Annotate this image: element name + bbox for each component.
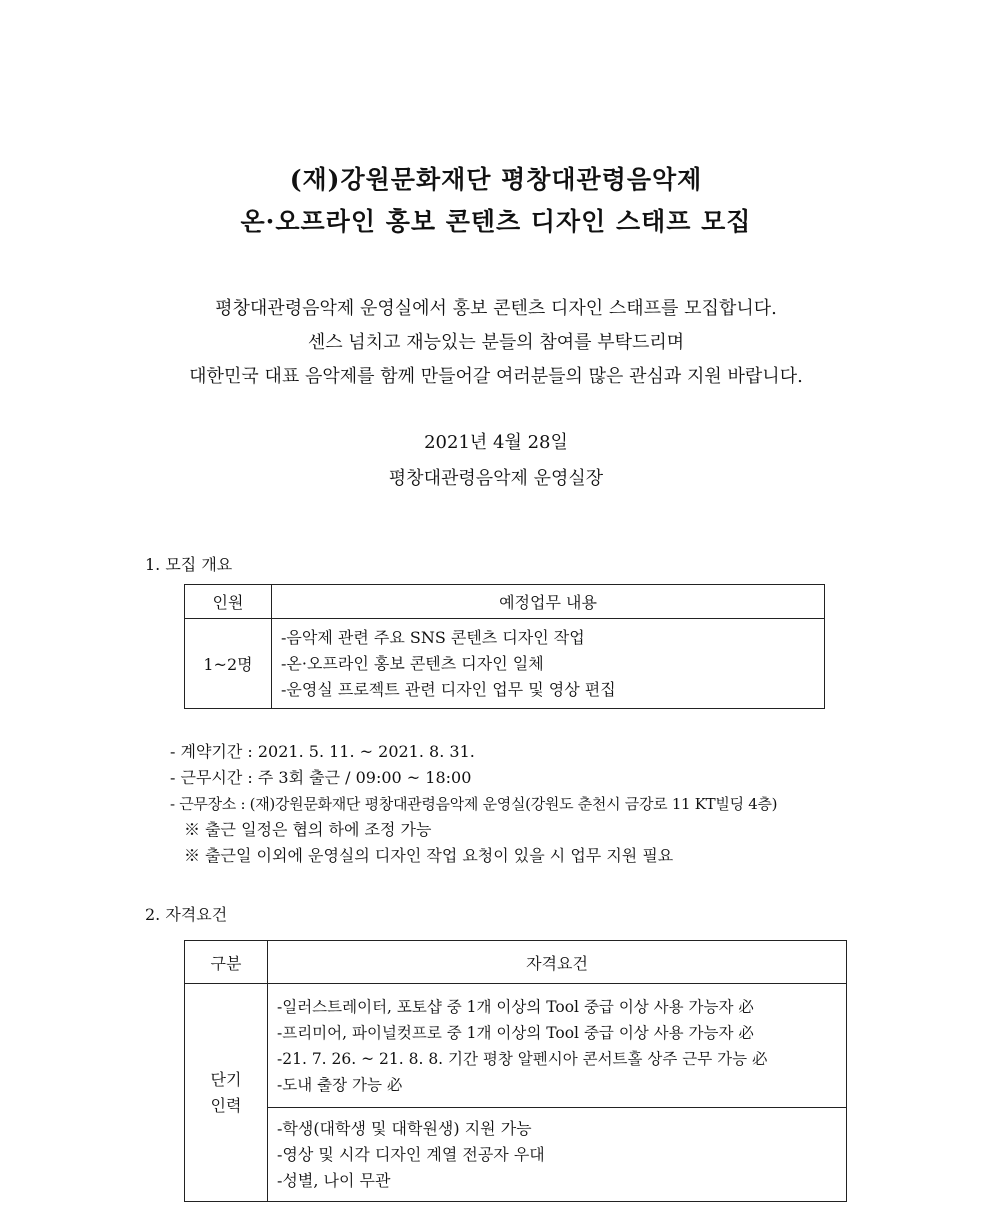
note-support: ※ 출근일 이외에 운영실의 디자인 작업 요청이 있을 시 업무 지원 필요 xyxy=(184,846,674,865)
duty-item: -음악제 관련 주요 SNS 콘텐츠 디자인 작업 xyxy=(281,627,585,647)
issuer: 평창대관령음악제 운영실장 xyxy=(388,468,604,489)
intro-line-1: 평창대관령음악제 운영실에서 홍보 콘텐츠 디자인 스태프를 모집합니다. xyxy=(215,298,777,319)
category-line-2: 인력 xyxy=(210,1095,242,1115)
work-hours: - 근무시간 : 주 3회 출근 / 09:00 ~ 18:00 xyxy=(170,768,472,787)
table-header-row xyxy=(185,585,825,619)
section-2-heading: 2. 자격요건 xyxy=(145,905,228,924)
required-qualifications xyxy=(268,984,847,1108)
requirement-item: -21. 7. 26. ~ 21. 8. 8. 기간 평창 알펜시아 콘서트홀 상주 근무 가능 必 xyxy=(277,1049,768,1068)
category-line-1: 단기 xyxy=(210,1069,242,1089)
title-line-2: 온·오프라인 홍보 콘텐츠 디자인 스태프 모집 xyxy=(240,207,752,236)
qualification-table xyxy=(184,940,847,1202)
preferred-item: -성별, 나이 무관 xyxy=(277,1170,391,1190)
table-row xyxy=(185,1108,847,1202)
work-location: - 근무장소 : (재)강원문화재단 평창대관령음악제 운영실(강원도 춘천시 금강로 11 KT빌딩 4층) xyxy=(170,795,778,813)
duty-item: -온·오프라인 홍보 콘텐츠 디자인 일체 xyxy=(281,653,544,673)
requirement-item: -프리미어, 파이널컷프로 중 1개 이상의 Tool 중급 이상 사용 가능자 必 xyxy=(277,1023,754,1042)
header-duties: 예정업무 내용 xyxy=(272,585,825,619)
requirement-item: -일러스트레이터, 포토샵 중 1개 이상의 Tool 중급 이상 사용 가능자 必 xyxy=(277,997,754,1016)
recruit-count: 1~2명 xyxy=(185,619,272,709)
section-1-details xyxy=(170,739,777,869)
duties-cell xyxy=(272,619,825,709)
intro-line-2: 센스 넘치고 재능있는 분들의 참여를 부탁드리며 xyxy=(307,332,685,353)
preferred-qualifications xyxy=(268,1108,847,1202)
announcement-date: 2021년 4월 28일 xyxy=(424,432,568,453)
recruitment-overview-table xyxy=(184,584,825,709)
preferred-item: -학생(대학생 및 대학원생) 지원 가능 xyxy=(277,1118,532,1138)
contract-period: - 계약기간 : 2021. 5. 11. ~ 2021. 8. 31. xyxy=(170,742,475,761)
header-category: 구분 xyxy=(185,941,268,984)
preferred-item: -영상 및 시각 디자인 계열 전공자 우대 xyxy=(277,1144,545,1164)
requirement-item: -도내 출장 가능 必 xyxy=(277,1075,403,1094)
header-requirements: 자격요건 xyxy=(268,941,847,984)
category-cell xyxy=(185,984,268,1202)
table-row xyxy=(185,619,825,709)
section-1-heading: 1. 모집 개요 xyxy=(145,555,233,574)
table-row xyxy=(185,984,847,1108)
note-schedule: ※ 출근 일정은 협의 하에 조정 가능 xyxy=(184,820,432,839)
header-count: 인원 xyxy=(185,585,272,619)
table-header-row xyxy=(185,941,847,984)
intro-line-3: 대한민국 대표 음악제를 함께 만들어갈 여러분들의 많은 관심과 지원 바랍니다. xyxy=(189,366,803,387)
duty-item: -운영실 프로젝트 관련 디자인 업무 및 영상 편집 xyxy=(281,679,616,699)
title-line-1: (재)강원문화재단 평창대관령음악제 xyxy=(289,165,703,194)
